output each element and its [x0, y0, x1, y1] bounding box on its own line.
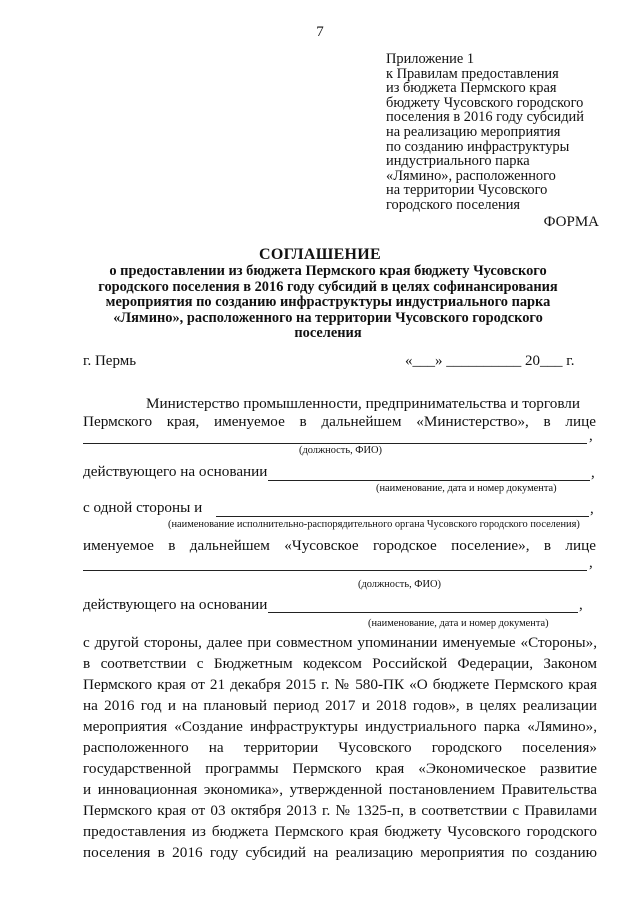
appendix-line: по созданию инфраструктуры	[386, 138, 570, 155]
basis-document-blank[interactable]	[268, 480, 590, 481]
comma: ,	[589, 555, 593, 571]
city-name: г. Пермь	[83, 353, 137, 369]
body-line: Пермского края, именуемое в дальнейшем «Министерство», в лице	[83, 413, 596, 430]
page-number: 7	[316, 24, 324, 40]
field-hint: (наименование исполнительно-распорядительного органа Чусовского городского поселения)	[168, 519, 580, 530]
paragraph-line: государственной программы Пермского края «Экономическое развитие	[83, 760, 597, 777]
paragraph-line: расположенного на территории Чусовского городского поселения»	[83, 739, 597, 756]
body-line: действующего на основании	[83, 596, 268, 613]
appendix-line: индустриального парка	[386, 153, 530, 170]
comma: ,	[589, 428, 593, 444]
position-name-blank[interactable]	[83, 443, 587, 444]
field-hint: (должность, ФИО)	[358, 579, 441, 590]
paragraph-line: с другой стороны, далее при совместном упоминании именуемые «Стороны»,	[83, 634, 597, 651]
comma: ,	[591, 465, 595, 481]
appendix-line: поселения в 2016 году субсидий	[386, 109, 584, 126]
comma: ,	[579, 597, 583, 613]
position-name-blank-2[interactable]	[83, 570, 587, 571]
appendix-block	[386, 52, 626, 213]
body-line: именуемое в дальнейшем «Чусовское городское поселение», в лице	[83, 537, 596, 554]
appendix-line: к Правилам предоставления	[386, 65, 559, 82]
subtitle-line: поселения	[294, 325, 362, 341]
appendix-line: городского поселения	[386, 196, 521, 213]
comma: ,	[590, 501, 594, 517]
appendix-line: бюджету Чусовского городского	[386, 94, 584, 111]
subtitle-line: городского поселения в 2016 году субсидий в целях софинансирования	[98, 278, 558, 295]
subtitle-line: мероприятия по созданию инфраструктуры индустриального парка	[105, 294, 551, 310]
appendix-line: на реализацию мероприятия	[386, 123, 561, 140]
paragraph-line: и инновационная экономика», утвержденной постановлением Правительства	[83, 781, 597, 798]
paragraph-line: поселения в 2016 году субсидий на реализацию мероприятия по созданию	[83, 844, 597, 861]
form-label: ФОРМА	[543, 214, 599, 230]
paragraph-line: мероприятия «Создание инфраструктуры индустриального парка «Лямино»,	[83, 718, 597, 735]
field-hint: (должность, ФИО)	[299, 445, 382, 456]
body-line: с одной стороны и	[83, 499, 203, 516]
appendix-line: Приложение 1	[386, 51, 475, 67]
paragraph-line: на 2016 год и на плановый период 2017 и 2018 годов», в целях реализации	[83, 697, 597, 714]
field-hint: (наименование, дата и номер документа)	[368, 618, 549, 629]
paragraph-line: предоставления из бюджета Пермского края бюджету Чусовского городского	[83, 823, 597, 840]
organization-blank[interactable]	[216, 516, 589, 517]
subtitle-line: о предоставлении из бюджета Пермского края бюджету Чусовского	[109, 263, 547, 279]
paragraph-line: Пермского края от 03 октября 2013 г. № 1325-п, в соответствии с Правилами	[83, 802, 597, 819]
document-title: СОГЛАШЕНИЕ	[258, 246, 382, 263]
paragraph-line: Пермского края от 21 декабря 2015 г. № 580-ПК «О бюджете Пермского края	[83, 676, 597, 693]
appendix-line: из бюджета Пермского края	[386, 80, 557, 97]
paragraph-line: в соответствии с Бюджетным кодексом Российской Федерации, Законом	[83, 655, 597, 672]
basis-document-blank-2[interactable]	[268, 612, 578, 613]
appendix-line: на территории Чусовского	[386, 182, 548, 199]
date-field[interactable]: «___» __________ 20___ г.	[405, 353, 575, 369]
subtitle-line: «Лямино», расположенного на территории Чусовского городского	[113, 309, 543, 326]
document-subtitle	[78, 264, 578, 342]
body-line: Министерство промышленности, предпринимательства и торговли	[146, 395, 581, 412]
body-line: действующего на основании	[83, 463, 268, 480]
appendix-line: «Лямино», расположенного	[386, 167, 556, 184]
field-hint: (наименование, дата и номер документа)	[376, 483, 557, 494]
